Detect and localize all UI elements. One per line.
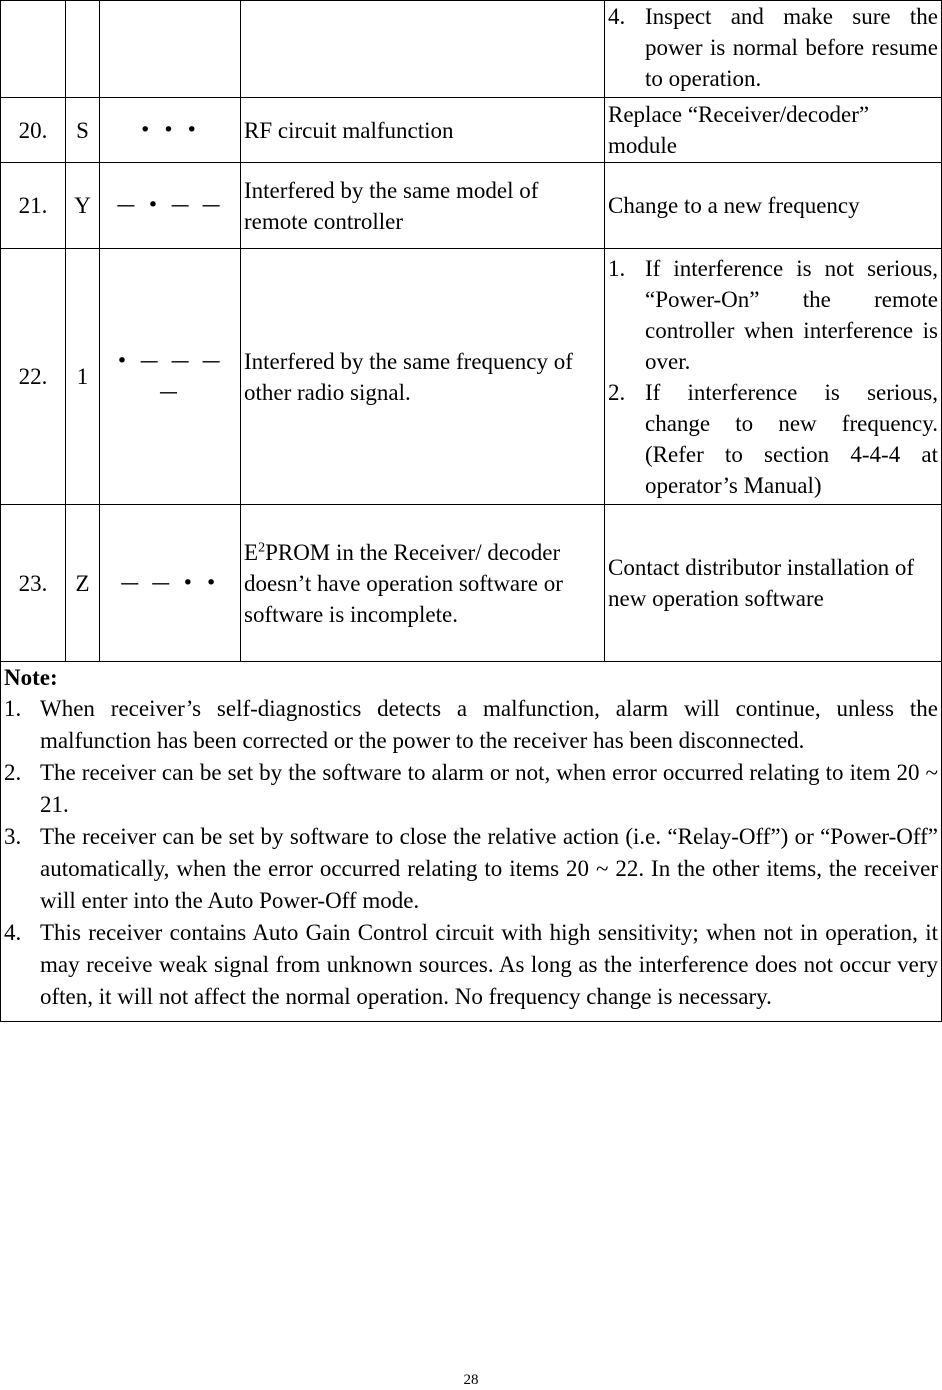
empty-cell [100,1,241,98]
page-number: 28 [463,1372,479,1388]
solution-step: 1. If interference is not serious, “Power-On” the remote controller when interference is over. [608,255,938,374]
cause-text: Interfered by the same model of remote controller [241,163,605,249]
signal-pattern: — — • • [100,505,241,662]
table-row-23 [1,505,942,662]
cause-text: Interfered by the same frequency of other radio signal. [241,249,605,505]
solution-text: Contact distributor installation of new operation software [605,505,942,662]
item-number: 23. [1,505,66,662]
error-code: Y [66,163,100,249]
error-code: 1 [66,249,100,505]
error-code: S [66,98,100,163]
signal-pattern: • • • [100,98,241,163]
table-row-continued [1,1,942,98]
empty-cell [66,1,100,98]
note-title: Note: [4,665,58,690]
cause-text: RF circuit malfunction [241,98,605,163]
item-number: 20. [1,98,66,163]
table-row-20 [1,98,942,163]
signal-pattern: • — — — — [100,249,241,505]
note-section [1,662,942,1022]
signal-pattern: — • — — [100,163,241,249]
note-item: 1. When receiver’s self-diagnostics detects a malfunction, alarm will continue, unless the malfunction has been corrected or the power to the receiver has been disconnected. [4,696,938,753]
solution-step: 4. Inspect and make sure the power is normal before resume to operation. [608,4,938,91]
table-row-21 [1,163,942,249]
item-number: 21. [1,163,66,249]
solution-step: 2. If interference is serious, change to new frequency. (Refer to section 4-4-4 at operator’s Manual) [608,379,938,498]
cause-text: $E^2PROM$ in the Receiver/ decoder doesn’t have operation software or software is incomplete. [241,505,605,662]
note-item: 4. This receiver contains Auto Gain Control circuit with high sensitivity; when not in operation, it may receive weak signal from unknown sources. As long as the interference does not occur very often, it will not affect the normal operation. No frequency change is necessary. [4,920,938,1009]
error-code: Z [66,505,100,662]
table-row-22 [1,249,942,505]
solution-cell [605,249,942,505]
note-row [1,662,942,1022]
item-number: 22. [1,249,66,505]
note-item: 2. The receiver can be set by the software to alarm or not, when error occurred relating to item 20 ~ 21. [4,760,938,817]
note-item: 3. The receiver can be set by software to close the relative action (i.e. “Relay-Off”) or “Power-Off” automatically, when the error occurred relating to items 20 ~ 22. In the other items, the receiver will enter into the Auto Power-Off mode. [4,824,938,913]
solution-cell [605,1,942,98]
empty-cell [241,1,605,98]
solution-text: Change to a new frequency [605,163,942,249]
empty-cell [1,1,66,98]
solution-text: Replace “Receiver/decoder” module [605,98,942,163]
